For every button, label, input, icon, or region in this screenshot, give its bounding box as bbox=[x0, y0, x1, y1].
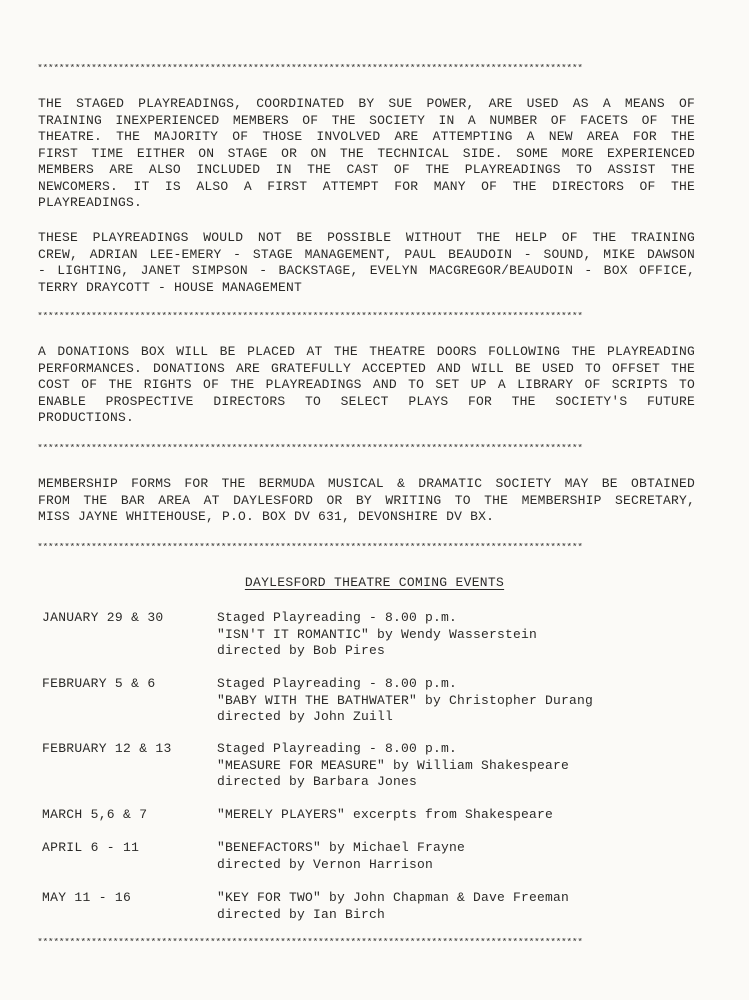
event-detail-line: directed by Vernon Harrison bbox=[217, 856, 434, 872]
event-detail-line: "MEASURE FOR MEASURE" by William Shakespeare bbox=[217, 757, 570, 773]
paragraph-line: FROM THE BAR AREA AT DAYLESFORD OR BY WRITING TO THE MEMBERSHIP SECRETARY, bbox=[38, 492, 695, 508]
event-details bbox=[217, 610, 687, 660]
paragraph-line: ENABLE PROSPECTIVE DIRECTORS TO SELECT PLAYS FOR THE SOCIETY'S FUTURE bbox=[38, 393, 695, 409]
paragraph-line: THE STAGED PLAYREADINGS, COORDINATED BY SUE POWER, ARE USED AS A MEANS OF bbox=[38, 96, 695, 111]
event-details bbox=[217, 676, 687, 726]
paragraph-line: PERFORMANCES. DONATIONS ARE GRATEFULLY ACCEPTED AND WILL BE USED TO OFFSET THE bbox=[38, 360, 695, 376]
event-detail-line: "BABY WITH THE BATHWATER" by Christopher Durang bbox=[217, 692, 594, 708]
staged-playreadings-paragraph bbox=[38, 96, 695, 212]
paragraph-line: CREW, ADRIAN LEE-EMERY - STAGE MANAGEMENT, PAUL BEAUDOIN - SOUND, MIKE DAWSON bbox=[38, 246, 695, 262]
paragraph-line: MEMBERS ARE ALSO INCLUDED IN THE CAST OF THE PLAYREADINGS TO ASSIST THE bbox=[38, 162, 695, 177]
paragraph-line: PRODUCTIONS. bbox=[38, 410, 135, 425]
paragraph-line: COST OF THE RIGHTS OF THE PLAYREADINGS AND TO SET UP A LIBRARY OF SCRIPTS TO bbox=[38, 377, 695, 392]
event-date: MARCH 5,6 & 7 bbox=[42, 807, 148, 822]
asterisk-divider: ***************************************************************************************************** bbox=[37, 444, 583, 455]
event-details bbox=[217, 741, 687, 791]
event-detail-line: directed by John Zuill bbox=[217, 709, 394, 724]
donations-paragraph bbox=[38, 344, 695, 427]
event-date: FEBRUARY 12 & 13 bbox=[42, 741, 172, 756]
paragraph-line: THEATRE. THE MAJORITY OF THOSE INVOLVED ARE ATTEMPTING A NEW AREA FOR THE bbox=[38, 129, 695, 144]
event-detail-line: Staged Playreading - 8.00 p.m. bbox=[217, 741, 458, 756]
event-date: JANUARY 29 & 30 bbox=[42, 610, 164, 625]
event-detail-line: Staged Playreading - 8.00 p.m. bbox=[217, 610, 458, 625]
paragraph-line: - LIGHTING, JANET SIMPSON - BACKSTAGE, EVELYN MACGREGOR/BEAUDOIN - BOX OFFICE, bbox=[38, 263, 695, 278]
training-crew-paragraph bbox=[38, 230, 695, 296]
event-detail-line: Staged Playreading - 8.00 p.m. bbox=[217, 676, 458, 691]
asterisk-divider: ***************************************************************************************************** bbox=[37, 312, 583, 323]
event-detail-line: "KEY FOR TWO" by John Chapman & Dave Freeman bbox=[217, 890, 570, 905]
asterisk-divider: ***************************************************************************************************** bbox=[37, 64, 583, 75]
event-date: MAY 11 - 16 bbox=[42, 890, 132, 905]
paragraph-line: MISS JAYNE WHITEHOUSE, P.O. BOX DV 631, DEVONSHIRE DV BX. bbox=[38, 509, 495, 524]
event-details bbox=[217, 890, 687, 923]
event-detail-line: directed by Bob Pires bbox=[217, 643, 386, 658]
paragraph-line: NEWCOMERS. IT IS ALSO A FIRST ATTEMPT FOR MANY OF THE DIRECTORS OF THE bbox=[38, 178, 695, 194]
paragraph-line: TERRY DRAYCOTT - HOUSE MANAGEMENT bbox=[38, 279, 303, 295]
events-heading-text: DAYLESFORD THEATRE COMING EVENTS bbox=[244, 575, 505, 590]
paragraph-line: PLAYREADINGS. bbox=[38, 195, 143, 210]
asterisk-divider: ***************************************************************************************************** bbox=[37, 938, 583, 949]
paragraph-line: FIRST TIME EITHER ON STAGE OR ON THE TECHNICAL SIDE. SOME MORE EXPERIENCED bbox=[38, 145, 695, 161]
membership-paragraph bbox=[38, 476, 695, 526]
event-details bbox=[217, 840, 687, 873]
event-date: FEBRUARY 5 & 6 bbox=[42, 676, 156, 691]
events-heading bbox=[0, 575, 749, 590]
event-date: APRIL 6 - 11 bbox=[42, 840, 140, 855]
event-detail-line: "MERELY PLAYERS" excerpts from Shakespeare bbox=[217, 807, 554, 822]
event-detail-line: directed by Barbara Jones bbox=[217, 774, 418, 789]
event-details bbox=[217, 807, 687, 824]
paragraph-line: A DONATIONS BOX WILL BE PLACED AT THE THEATRE DOORS FOLLOWING THE PLAYREADING bbox=[38, 344, 695, 359]
paragraph-line: TRAINING INEXPERIENCED MEMBERS OF THE SOCIETY IN A NUMBER OF FACETS OF THE bbox=[38, 112, 695, 128]
event-detail-line: directed by Ian Birch bbox=[217, 906, 386, 922]
asterisk-divider: ***************************************************************************************************** bbox=[37, 543, 583, 554]
paragraph-line: THESE PLAYREADINGS WOULD NOT BE POSSIBLE WITHOUT THE HELP OF THE TRAINING bbox=[38, 230, 695, 245]
paragraph-line: MEMBERSHIP FORMS FOR THE BERMUDA MUSICAL & DRAMATIC SOCIETY MAY BE OBTAINED bbox=[38, 476, 695, 491]
event-detail-line: "ISN'T IT ROMANTIC" by Wendy Wasserstein bbox=[217, 626, 538, 642]
event-detail-line: "BENEFACTORS" by Michael Frayne bbox=[217, 840, 466, 855]
